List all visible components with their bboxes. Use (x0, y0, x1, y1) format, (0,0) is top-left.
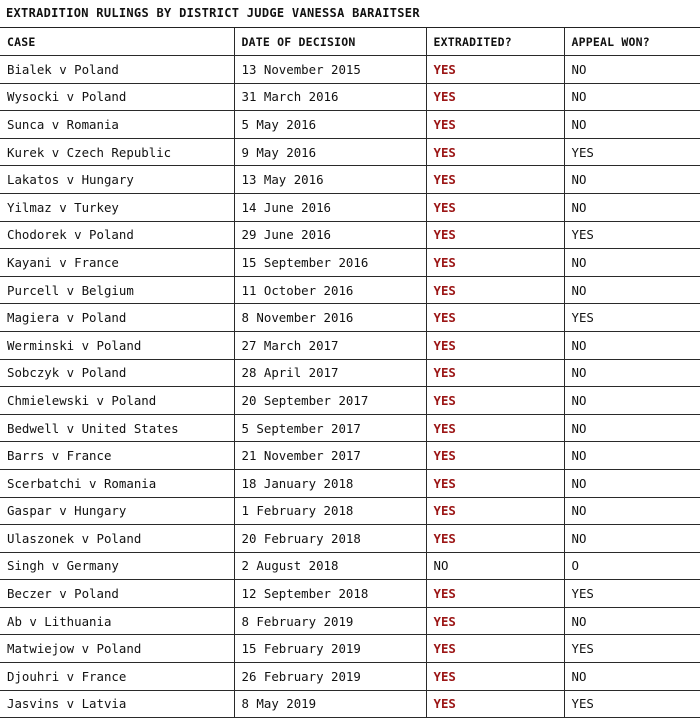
cell-case: Ulaszonek v Poland (0, 525, 234, 553)
cell-date: 13 November 2015 (234, 56, 426, 84)
table-row (0, 497, 700, 525)
cell-case: Werminski v Poland (0, 331, 234, 359)
cell-extradited: YES (426, 111, 564, 139)
cell-case: Scerbatchi v Romania (0, 469, 234, 497)
header-row (0, 28, 700, 56)
cell-date: 31 March 2016 (234, 83, 426, 111)
cell-extradited: YES (426, 387, 564, 415)
cell-case: Kayani v France (0, 249, 234, 277)
table-row (0, 607, 700, 635)
cell-date: 8 February 2019 (234, 607, 426, 635)
table-row (0, 635, 700, 663)
cell-appeal: YES (564, 138, 700, 166)
cell-appeal: NO (564, 111, 700, 139)
table-row (0, 442, 700, 470)
cell-extradited: YES (426, 469, 564, 497)
cell-case: Sobczyk v Poland (0, 359, 234, 387)
table-row (0, 276, 700, 304)
cell-date: 21 November 2017 (234, 442, 426, 470)
table-row (0, 193, 700, 221)
cell-date: 29 June 2016 (234, 221, 426, 249)
table-row (0, 304, 700, 332)
cell-appeal: NO (564, 193, 700, 221)
table-row (0, 690, 700, 718)
cell-case: Djouhri v France (0, 663, 234, 691)
cell-appeal: NO (564, 442, 700, 470)
cell-extradited: YES (426, 276, 564, 304)
cell-date: 8 May 2019 (234, 690, 426, 718)
cell-case: Purcell v Belgium (0, 276, 234, 304)
cell-extradited: YES (426, 221, 564, 249)
cell-appeal: NO (564, 276, 700, 304)
cell-case: Chodorek v Poland (0, 221, 234, 249)
cell-appeal: NO (564, 249, 700, 277)
cell-extradited: YES (426, 56, 564, 84)
header-extradited: EXTRADITED? (426, 28, 564, 56)
cell-appeal: NO (564, 387, 700, 415)
cell-date: 5 May 2016 (234, 111, 426, 139)
cell-extradited: YES (426, 635, 564, 663)
cell-extradited: YES (426, 359, 564, 387)
cell-extradited: YES (426, 83, 564, 111)
table-row (0, 249, 700, 277)
table-body (0, 56, 700, 718)
cell-extradited: NO (426, 552, 564, 580)
cell-case: Singh v Germany (0, 552, 234, 580)
cell-date: 14 June 2016 (234, 193, 426, 221)
cell-date: 27 March 2017 (234, 331, 426, 359)
cell-appeal: NO (564, 331, 700, 359)
cell-case: Beczer v Poland (0, 580, 234, 608)
cell-date: 11 October 2016 (234, 276, 426, 304)
table-row (0, 138, 700, 166)
cell-extradited: YES (426, 304, 564, 332)
cell-date: 15 September 2016 (234, 249, 426, 277)
cell-case: Ab v Lithuania (0, 607, 234, 635)
cell-extradited: YES (426, 690, 564, 718)
cell-extradited: YES (426, 331, 564, 359)
cell-case: Sunca v Romania (0, 111, 234, 139)
cell-date: 9 May 2016 (234, 138, 426, 166)
rulings-table (0, 28, 700, 718)
cell-extradited: YES (426, 193, 564, 221)
cell-appeal: YES (564, 580, 700, 608)
cell-case: Yilmaz v Turkey (0, 193, 234, 221)
cell-appeal: YES (564, 690, 700, 718)
cell-appeal: NO (564, 414, 700, 442)
header-date: DATE OF DECISION (234, 28, 426, 56)
cell-date: 8 November 2016 (234, 304, 426, 332)
cell-appeal: NO (564, 166, 700, 194)
cell-appeal: NO (564, 497, 700, 525)
header-case: CASE (0, 28, 234, 56)
table-row (0, 525, 700, 553)
cell-date: 1 February 2018 (234, 497, 426, 525)
table-row (0, 166, 700, 194)
table-row (0, 111, 700, 139)
cell-appeal: NO (564, 607, 700, 635)
cell-appeal: YES (564, 304, 700, 332)
cell-extradited: YES (426, 497, 564, 525)
cell-extradited: YES (426, 525, 564, 553)
table-row (0, 552, 700, 580)
cell-appeal: NO (564, 469, 700, 497)
table-row (0, 56, 700, 84)
cell-extradited: YES (426, 166, 564, 194)
cell-appeal: O (564, 552, 700, 580)
cell-extradited: YES (426, 442, 564, 470)
table-row (0, 221, 700, 249)
cell-extradited: YES (426, 414, 564, 442)
table-row (0, 414, 700, 442)
cell-appeal: YES (564, 221, 700, 249)
cell-date: 12 September 2018 (234, 580, 426, 608)
cell-case: Bialek v Poland (0, 56, 234, 84)
cell-appeal: NO (564, 663, 700, 691)
table-title: EXTRADITION RULINGS BY DISTRICT JUDGE VANESSA BARAITSER (0, 0, 700, 28)
cell-date: 2 August 2018 (234, 552, 426, 580)
cell-case: Barrs v France (0, 442, 234, 470)
cell-extradited: YES (426, 138, 564, 166)
cell-case: Chmielewski v Poland (0, 387, 234, 415)
table-row (0, 663, 700, 691)
cell-case: Wysocki v Poland (0, 83, 234, 111)
cell-date: 13 May 2016 (234, 166, 426, 194)
cell-date: 18 January 2018 (234, 469, 426, 497)
cell-case: Bedwell v United States (0, 414, 234, 442)
cell-date: 15 February 2019 (234, 635, 426, 663)
cell-date: 5 September 2017 (234, 414, 426, 442)
cell-case: Gaspar v Hungary (0, 497, 234, 525)
table-row (0, 387, 700, 415)
cell-date: 28 April 2017 (234, 359, 426, 387)
header-appeal: APPEAL WON? (564, 28, 700, 56)
cell-date: 20 February 2018 (234, 525, 426, 553)
table-row (0, 331, 700, 359)
table-row (0, 580, 700, 608)
cell-case: Lakatos v Hungary (0, 166, 234, 194)
cell-case: Magiera v Poland (0, 304, 234, 332)
cell-appeal: NO (564, 56, 700, 84)
cell-extradited: YES (426, 580, 564, 608)
cell-extradited: YES (426, 607, 564, 635)
table-row (0, 469, 700, 497)
cell-case: Kurek v Czech Republic (0, 138, 234, 166)
table-row (0, 359, 700, 387)
cell-extradited: YES (426, 249, 564, 277)
cell-date: 26 February 2019 (234, 663, 426, 691)
table-row (0, 83, 700, 111)
cell-date: 20 September 2017 (234, 387, 426, 415)
cell-appeal: NO (564, 83, 700, 111)
cell-case: Jasvins v Latvia (0, 690, 234, 718)
cell-appeal: NO (564, 359, 700, 387)
cell-extradited: YES (426, 663, 564, 691)
cell-case: Matwiejow v Poland (0, 635, 234, 663)
cell-appeal: YES (564, 635, 700, 663)
cell-appeal: NO (564, 525, 700, 553)
